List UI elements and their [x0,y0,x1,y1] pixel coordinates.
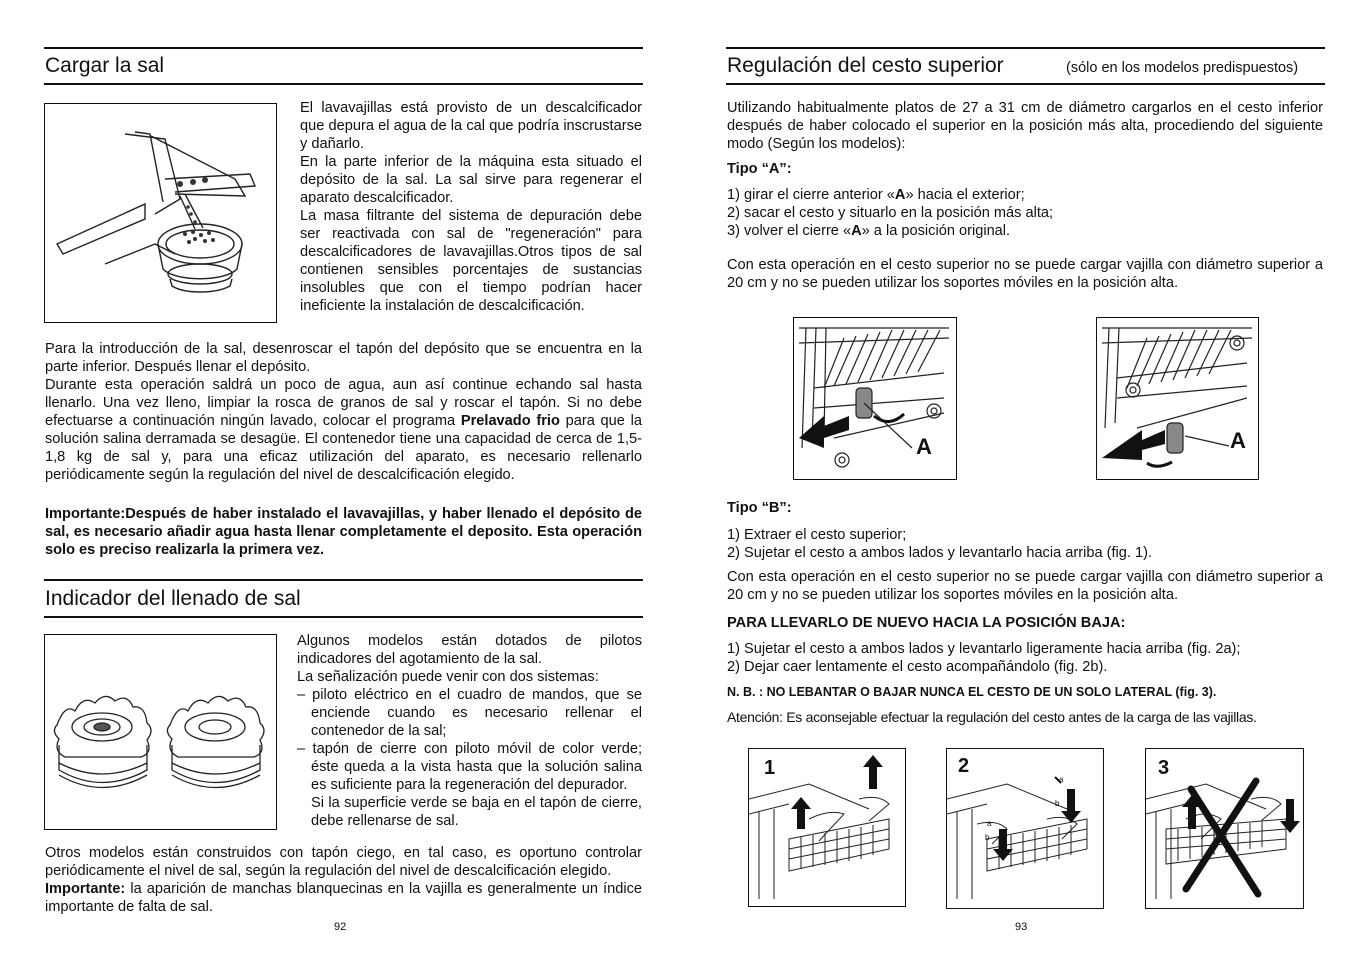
fig2-label-b-left: b [985,833,990,842]
latch-label-a-1: A [916,434,932,459]
salt-intro-p3: La masa filtrante del sistema de depuración debe ser reactivada con sal de "regeneración" para descalcificadores de lavavajillas.Otros tipos de sal contienen sensibles porcentajes de sustancias insolubles que con el tiempo podrían hacer ineficiente la instalación de descalcificación. [300,208,642,314]
indicator-item-1: – piloto eléctrico en el cuadro de mandos, que se enciende cuando es necesario rellenar el contenedor de la sal; [297,687,642,739]
latch-label-a-2: A [1230,428,1246,453]
basket-figure-1 [748,748,906,907]
salt-body [45,340,642,484]
right-top-rule [726,47,1325,49]
salt-body-p2-rest: para que la solución salina derramada se desagüe. El contenedor tiene una capacidad de cerca de 1,5-1,8 kg de sal y, para una eficaz utilización del aparato, es necesario rellenarlo periódicamente según la regulación del nivel de descalcificación elegido. [45,413,643,483]
indicator-other-text: Otros modelos están construidos con tapón ciego, en tal caso, es oportuno controlar periódicamente el nivel de sal, según la regulación del nivel de descalcificación elegido. [45,845,642,879]
step-b-2: 2) Sujetar el cesto a ambos lados y levantarlo hacia arriba (fig. 1). [727,545,1153,561]
figure-number-2: 2 [958,755,970,777]
basket-latch-figure-2 [1096,317,1259,480]
step-a-1: 1) girar el cierre anterior «A» hacia el exterior; [727,187,1025,203]
right-title-rule [726,83,1325,85]
figure-number-1: 1 [764,757,776,779]
indicator-title-rule [44,616,643,618]
salt-caps-illustration [44,634,277,830]
note-a: Con esta operación en el cesto superior no se puede cargar vajilla con diámetro superior a 20 cm y no se pueden utilizar los soportes móviles en la posición alta. [727,257,1323,291]
step-a-2: 2) sacar el cesto y situarlo en la posición más alta; [727,205,1054,221]
important-text: la aparición de manchas blanquecinas en la vajilla es generalmente un índice importante de falta de sal. [45,881,642,915]
salt-intro-text [300,99,642,315]
important-label: Importante: [45,881,126,897]
title-rule [44,83,643,85]
tipo-a-label: Tipo “A”: [727,161,792,177]
fig2-label-a-top: a [1059,775,1064,784]
salt-intro-p2: En la parte inferior de la máquina esta situado el depósito de la sal. La sal sirve para regenerar el aparato descalcificador. [300,154,642,206]
salt-loading-illustration [44,103,277,323]
figure-number-3: 3 [1158,757,1170,779]
indicator-p2: La señalización puede venir con dos sistemas: [297,669,599,685]
nb-warning: N. B. : NO LEBANTAR O BAJAR NUNCA EL CESTO DE UN SOLO LATERAL (fig. 3). [727,685,1217,699]
prelavado-frio: Prelavado frio [460,413,560,429]
page-number-left: 92 [334,921,347,933]
section-title-regulacion: Regulación del cesto superior [727,54,1004,77]
steps-a [727,186,1323,240]
low-position-title: PARA LLEVARLO DE NUEVO HACIA LA POSICIÓN BAJA: [727,615,1126,631]
steps-b [727,526,1323,562]
salt-body-p2 [45,376,642,484]
indicator-text [297,632,642,830]
section-title-indicador: Indicador del llenado de sal [45,587,301,610]
title-note: (sólo en los modelos predispuestos) [1066,60,1299,76]
fig2-label-a-left: a [987,819,992,828]
basket-figure-2 [946,748,1104,909]
steps-low [727,640,1323,676]
salt-body-p2-text: Durante esta operación saldrá un poco de agua, aun así continue echando sal hasta llenarlo. Una vez lleno, limpiar la rosca de granos de sal y roscar el tapón. Si no debe efectuarse a continuación ningún lavado, colocar el programa [45,377,642,429]
salt-body-p1: Para la introducción de la sal, desenroscar el tapón del depósito que se encuentra en la parte inferior. Después llenar el depósito. [45,341,642,375]
page-number-right: 93 [1015,921,1028,933]
step-b-1: 1) Extraer el cesto superior; [727,527,907,543]
basket-figure-3 [1145,748,1304,909]
regulation-intro: Utilizando habitualmente platos de 27 a 31 cm de diámetro cargarlos en el cesto inferior después de haber colocado el superior en la posición más alta, procediendo del siguiente modo (Según los modelos): [727,100,1323,152]
section-title-cargar-sal: Cargar la sal [45,54,165,77]
note-b: Con esta operación en el cesto superior no se puede cargar vajilla con diámetro superior a 20 cm y no se pueden utilizar los soportes móviles en la posición alta. [727,569,1323,603]
fig2-label-b-top: b [1055,799,1060,808]
indicator-item-2: – tapón de cierre con piloto móvil de color verde; éste queda a la vista hasta que la solución salina es suficiente para la regeneración del depurador. [297,741,642,793]
top-rule [44,47,643,49]
salt-important: Importante:Después de haber instalado el lavavajillas, y haber llenado el depósito de sal, es necesario añadir agua hasta llenar completamente el deposito. Esta operación solo es preciso realizarla la primera vez. [45,506,642,558]
basket-latch-figure-1 [793,317,957,480]
indicator-important [45,880,642,916]
indicator-top-rule [44,579,643,581]
indicator-other [45,844,642,916]
step-a-3: 3) volver el cierre «A» a la posición original. [727,223,1011,239]
indicator-p1: Algunos modelos están dotados de pilotos indicadores del agotamiento de la sal. [297,633,642,667]
step-low-2: 2) Dejar caer lentamente el cesto acompañándolo (fig. 2b). [727,659,1108,675]
step-low-1: 1) Sujetar el cesto a ambos lados y levantarlo ligeramente hacia arriba (fig. 2a); [727,641,1241,657]
attention-note: Atención: Es aconsejable efectuar la regulación del cesto antes de la carga de las vajillas. [727,709,1257,725]
indicator-item-2b: Si la superficie verde se baja en el tapón de cierre, debe rellenarse de sal. [311,795,642,829]
salt-intro-p1: El lavavajillas está provisto de un descalcificador que depura el agua de la cal que podría inscrustarse y dañarlo. [300,100,642,152]
tipo-b-label: Tipo “B”: [727,500,792,516]
